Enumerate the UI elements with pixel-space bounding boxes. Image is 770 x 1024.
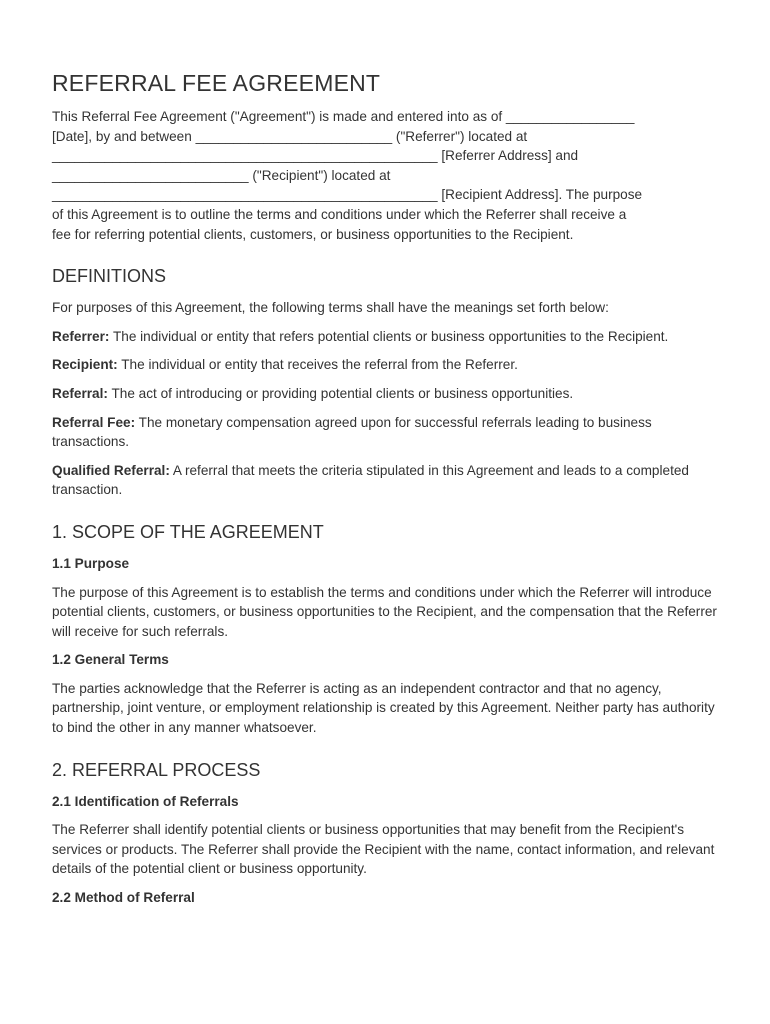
subsection-1-1-heading: 1.1 Purpose [52, 555, 130, 571]
subsection-2-1-text: The Referrer shall identify potential clients or business opportunities that may benefit from the Recipient's services or products. The Referrer shall provide the Recipient with the name, contact information, and relevant details of the potential client or business opportunity. [52, 822, 715, 877]
definitions-heading: DEFINITIONS [52, 266, 167, 287]
intro-line: __________________________ ("Recipient") located at [52, 167, 391, 183]
subsection-1-1-text: The purpose of this Agreement is to establish the terms and conditions under which the Referrer will introduce potential clients, customers, or business opportunities to the Recipient, and the compensation that the Referrer will receive for such referrals. [52, 584, 717, 639]
subsection-1-2-heading: 1.2 General Terms [52, 652, 169, 668]
definitions-lead: For purposes of this Agreement, the following terms shall have the meanings set forth below: [52, 300, 609, 316]
definition-term: Referral: [52, 385, 108, 401]
definition-term: Qualified Referral: [52, 462, 170, 478]
definition-term: Recipient: [52, 357, 118, 373]
definition-text: The individual or entity that refers potential clients or business opportunities to the Recipient. [109, 328, 669, 344]
definition-referral [52, 384, 718, 404]
intro-line: fee for referring potential clients, customers, or business opportunities to the Recipient. [52, 226, 574, 242]
definition-text: A referral that meets the criteria stipulated in this Agreement and leads to a completed transaction. [52, 462, 689, 498]
section-1-heading: 1. SCOPE OF THE AGREEMENT [52, 521, 324, 542]
definition-text: The monetary compensation agreed upon for successful referrals leading to business transactions. [52, 414, 652, 450]
intro-line: of this Agreement is to outline the terms and conditions under which the Referrer shall receive a [52, 206, 627, 222]
subsection-1-2-text: The parties acknowledge that the Referrer is acting as an independent contractor and that no agency, partnership, joint venture, or employment relationship is created by this Agreement. Neither party has authority to bind the other in any manner whatsoever. [52, 680, 715, 736]
section-2-heading: 2. REFERRAL PROCESS [52, 759, 261, 780]
definition-text: The act of introducing or providing potential clients or business opportunities. [107, 385, 574, 401]
definition-referrer [52, 327, 718, 347]
intro-line: ___________________________________________________ [Referrer Address] and [52, 148, 579, 164]
intro-line: ___________________________________________________ [Recipient Address]. The purpose [52, 187, 643, 203]
definition-term: Referrer: [52, 328, 110, 344]
intro-paragraph [52, 107, 718, 244]
intro-line: This Referral Fee Agreement ("Agreement") is made and entered into as of _________________ [52, 109, 635, 124]
subsection-2-1-heading: 2.1 Identification of Referrals [52, 793, 239, 809]
definition-referral-fee [52, 413, 718, 452]
definition-term: Referral Fee: [52, 414, 136, 430]
subsection-2-2-heading: 2.2 Method of Referral [52, 890, 195, 906]
intro-line: [Date], by and between __________________________ ("Referrer") located at [52, 128, 528, 144]
definition-recipient [52, 355, 718, 375]
document-title: REFERRAL FEE AGREEMENT [52, 70, 381, 96]
definition-qualified-referral [52, 461, 718, 500]
definition-text: The individual or entity that receives the referral from the Referrer. [117, 357, 518, 373]
